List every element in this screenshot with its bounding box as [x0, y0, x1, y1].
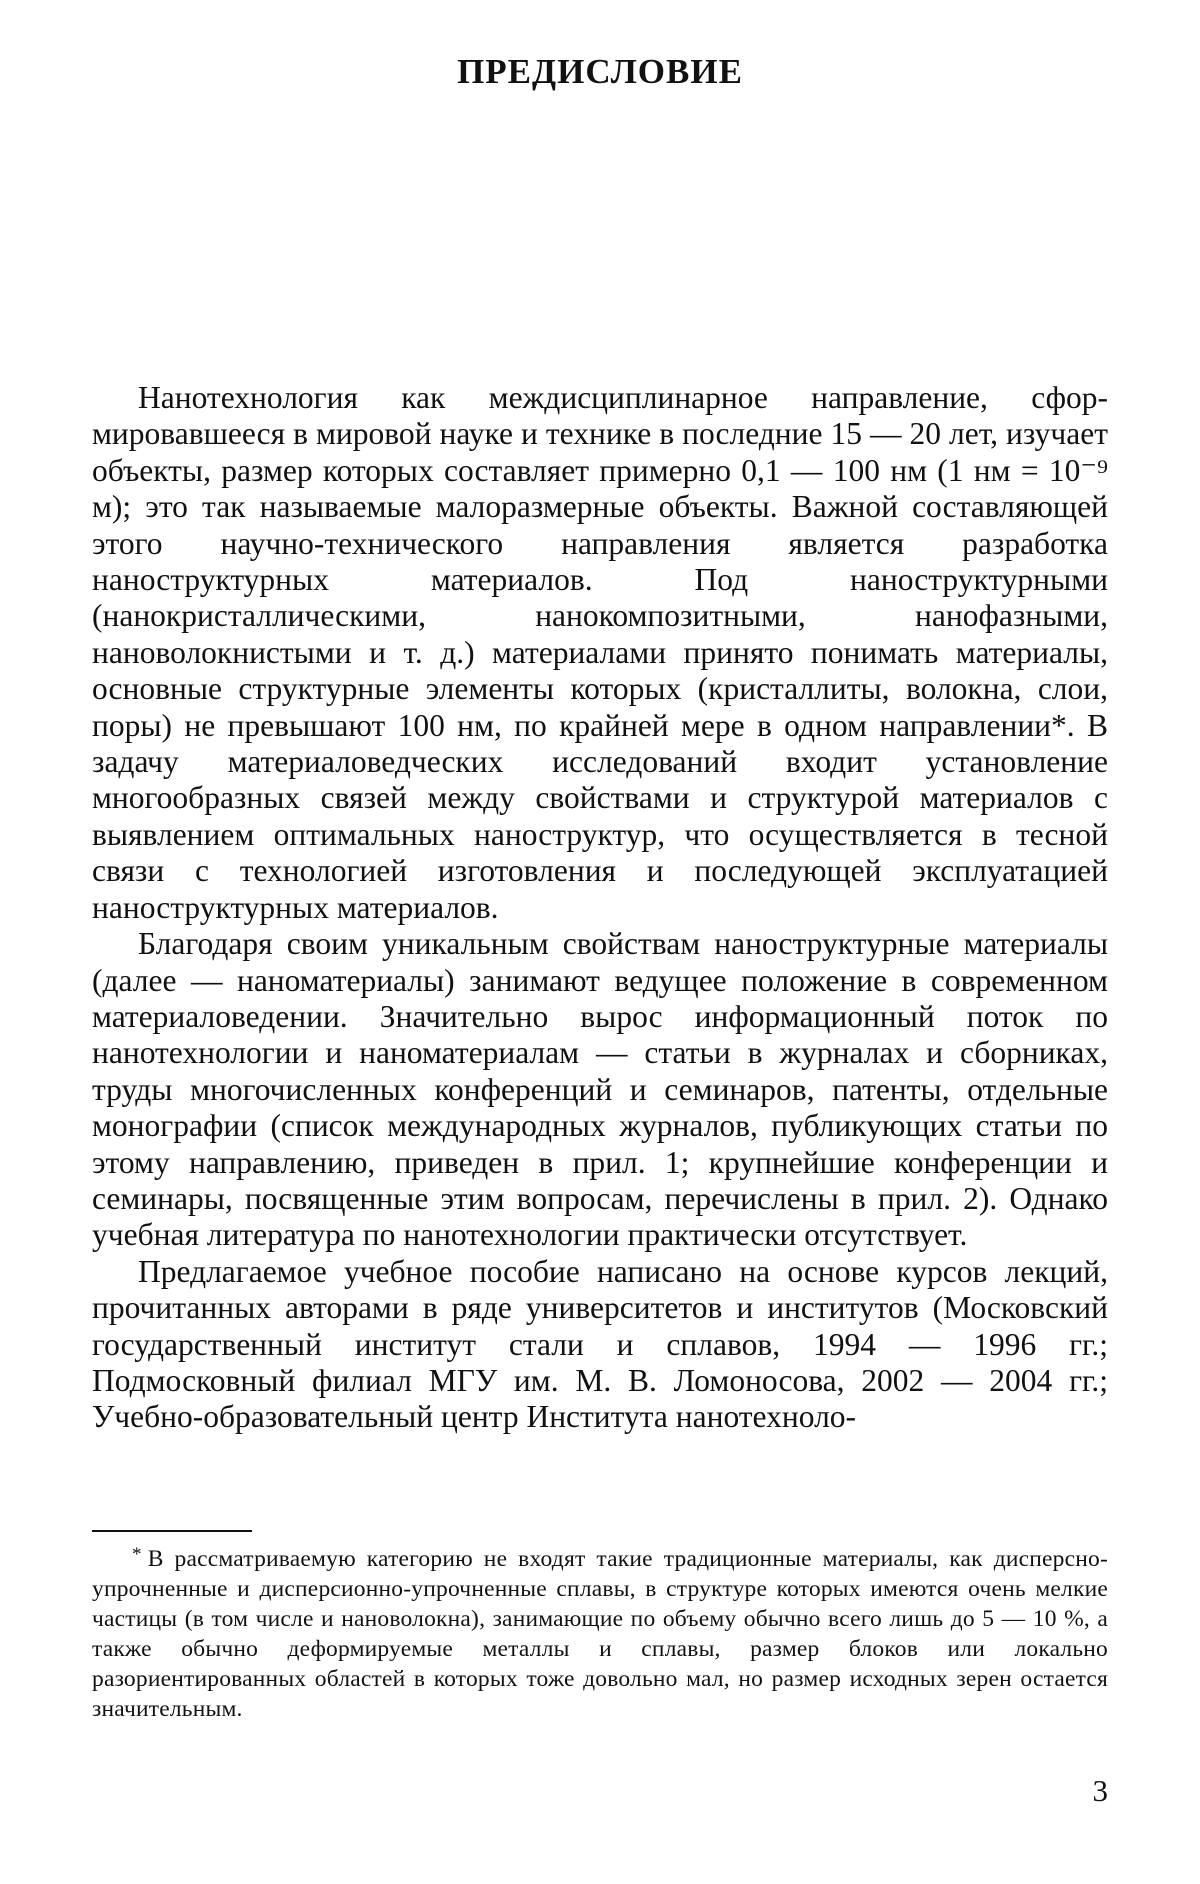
page-number: 3 [1092, 1773, 1108, 1808]
paragraph: Нанотехнология как междисциплинарное направление, сформировавшееся в мировой науке и технике в последние 15 — 20 лет, изучает объекты, размер которых составляет примерно 0,1 — 100 нм (1 нм = 10⁻⁹ м); это так называемые малоразмерные объекты. Важной составляющей этого научно-технического направления является разработка наноструктурных материалов. Под наноструктурными (нанокристаллическими, нанокомпозитными, нанофазными, нановолокнистыми и т. д.) материалами принято понимать материалы, основные структурные элементы которых (кристаллиты, волокна, слои, поры) не превышают 100 нм, по крайней мере в одном направлении*. В задачу материаловедческих исследований входит установление многообразных связей между свойствами и структурой материалов с выявлением оптимальных наноструктур, что осуществляется в тесной связи с технологией изготовления и последующей эксплуатацией наноструктурных материалов. [92, 380, 1108, 925]
footnote-divider [92, 1530, 252, 1532]
paragraph: Предлагаемое учебное пособие написано на основе курсов лекций, прочитанных авторами в ряде университетов и институтов (Московский государственный институт стали и сплавов, 1994 — 1996 гг.; Подмосковный филиал МГУ им. М. В. Ломоносова, 2002 — 2004 гг.; Учебно-образовательный центр Института нанотехноло- [92, 1253, 1108, 1435]
footnote-text: В рассматриваемую категорию не входят такие традиционные материалы, как дисперсно-упрочненные и дисперсионно-упрочненные сплавы, в структуре которых имеются очень мелкие частицы (в том числе и нановолокна), занимающие по объему обычно всего лишь до 5 — 10 %, а также обычно деформируемые металлы и сплавы, размер блоков или локально разориентированных областей в которых тоже довольно мал, но размер исходных зерен остается значительным. [92, 1546, 1108, 1722]
page-title: ПРЕДИСЛОВИЕ [457, 52, 743, 91]
footnote-paragraph [92, 1544, 1108, 1724]
footnote [92, 1544, 1108, 1724]
main-text [92, 380, 1108, 1436]
paragraph: Благодаря своим уникальным свойствам наноструктурные материалы (далее — наноматериалы) занимают ведущее положение в современном материаловедении. Значительно вырос информационный поток по нанотехнологии и наноматериалам — статьи в журналах и сборниках, труды многочисленных конференций и семинаров, патенты, отдельные монографии (список международных журналов, публикующих статьи по этому направлению, приведен в прил. 1; крупнейшие конференции и семинары, посвященные этим вопросам, перечислены в прил. 2). Однако учебная литература по нанотехнологии практически отсутствует. [92, 926, 1108, 1253]
footnote-mark: * [132, 1544, 142, 1565]
